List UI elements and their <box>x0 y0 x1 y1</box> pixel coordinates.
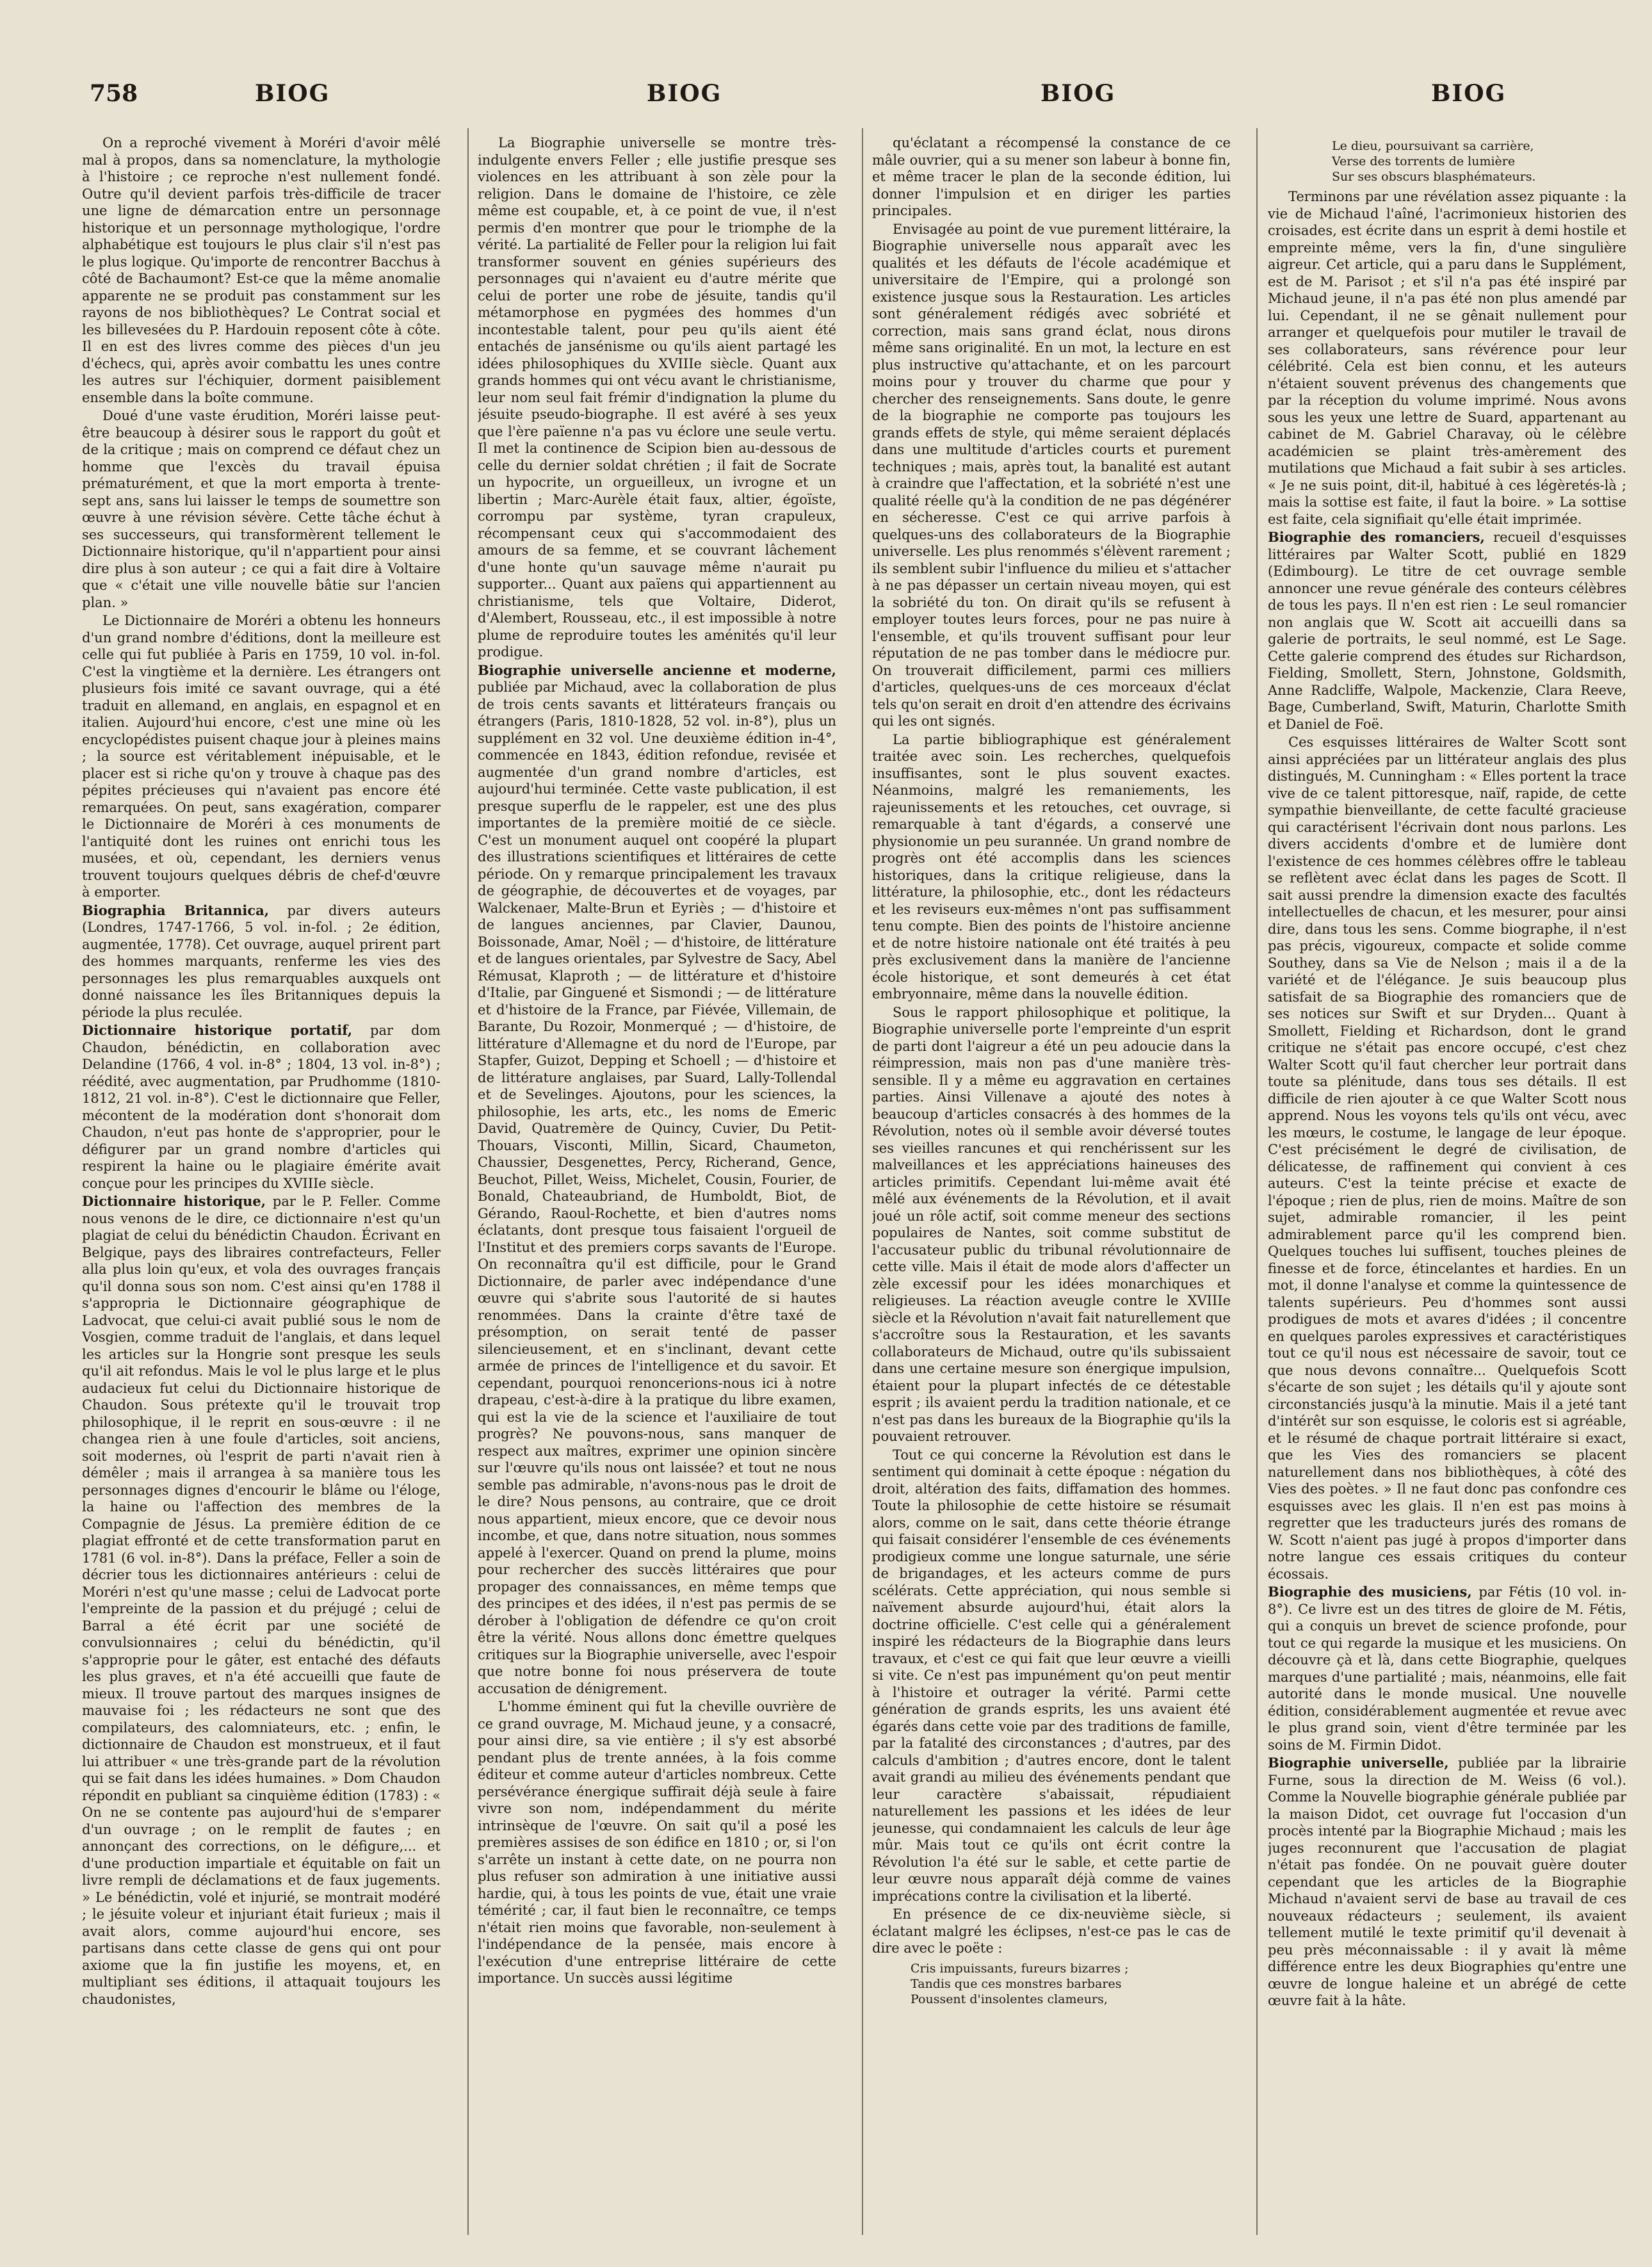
paragraph: qu'éclatant a récompensé la constance de ce mâle ouvrier, qui a su mener son labeur à bonne fin, et même tracer le plan de la seconde édition, lui donner l'impulsion et en diriger les parties principales. <box>872 135 1231 218</box>
verse-line: Cris impuissants, fureurs bizarres ; <box>911 1961 1129 1976</box>
entry-body: publiée par Michaud, avec la collaboration de plus de trois cents savants et littérateurs français ou étrangers (Paris, 1810-1828, 52 vol. in-8°), plus un supplément en 32 vol. Une deuxième édition in-4°, commencée en 1843, édition refondue, revisée et augmentée d'un grand nombre d'articles, est aujourd'hui terminée. Cette vaste publication, il est presque superflu de le rappeler, est une des plus importantes de la première moitié de ce siècle. C'est un monument auquel ont coopéré la plupart des illustrations scientifiques et littéraires de cette période. On y remarque principalement les travaux de géographie, de découvertes et de voyages, par Walckenaer, Malte-Brun et Eyriès ; — d'histoire et de langues anciennes, par Clavier, Daunou, Boissonade, Amar, Noël ; — d'histoire, de littérature et de langues orientales, par Sylvestre de Sacy, Abel Rémusat, Klaproth ; — de littérature et d'histoire d'Italie, par Ginguené et Sismondi ; — de littérature et d'histoire de la France, par Fiévée, Villemain, de Barante, Du Rozoir, Monmerqué ; — d'histoire, de littérature d'Allemagne et du nord de l'Europe, par Stapfer, Guizot, Depping et Schoell ; — d'histoire et de littérature anglaises, par Suard, Lally-Tollendal et de Sevelinges. Ajoutons, pour les sciences, la philosophie, les arts, etc., les noms de Emeric David, Quatremère de Quincy, Cuvier, Du Petit-Thouars, Visconti, Millin, Sicard, Chaumeton, Chaussier, Desgenettes, Percy, Richerand, Gence, Beuchot, Pillet, Weiss, Michelet, Cousin, Fourier, de Bonald, Chateaubriand, de Humboldt, Biot, de Gérando, Raoul-Rochette, et bien d'autres noms éclatants, dont presque tous faisaient l'orgueil de l'Institut et des premiers corps savants de l'Europe. On reconnaîtra qu'il est difficile, pour le Grand Dictionnaire, de parler avec indépendance d'une œuvre qui s'abrite sous l'autorité de si hautes renommées. Dans la crainte d'être taxé de présomption, on serait tenté de passer silencieusement, et en s'inclinant, devant cette armée de princes de l'intelligence et du savoir. Et cependant, pourquoi renoncerions-nous ici à notre drapeau, c'est-à-dire à la pratique du libre examen, qui est la vie de la science et l'auxiliaire de tout progrès? Ne pouvons-nous, sans manquer de respect aux maîtres, exprimer une opinion sincère sur l'œuvre qu'ils nous ont laissée? et tout ne nous semble pas admirable, n'avons-nous pas le droit de le dire? Nous pensons, au contraire, que ce droit nous appartient, mieux encore, que ce devoir nous incombe, et que, dans notre situation, nous sommes appelé à l'exercer. Quand on prend la plume, moins pour rechercher des succès littéraires que pour propager des connaissances, en même temps que des principes et des idées, il n'est pas permis de se dérober à l'obligation de défendre ce qu'on croit être la vérité. Nous allons donc émettre quelques critiques sur la Biographie universelle, avec l'espoir que notre bonne foi nous préservera de toute accusation de dénigrement. <box>478 679 836 1696</box>
paragraph: Sous le rapport philosophique et politique, la Biographie universelle porte l'empreinte d'un esprit de parti dont l'aigreur a été un peu adoucie dans la réimpression, mais non pas d'une manière très-sensible. Il y a même eu aggravation en certaines parties. Ainsi Villenave a ajouté des notes à beaucoup d'articles consacrés à des hommes de la Révolution, notes où il semble avoir déversé toutes ses vieilles rancunes et qui renchérissent sur les malveillances et les appréciations haineuses des articles primitifs. Cependant lui-même avait été mêlé aux événements de la Révolution, et il avait joué un rôle actif, soit comme meneur des sections populaires de Nantes, soit comme substitut de l'accusateur public du tribunal révolutionnaire de cette ville. Mais il était de mode alors d'affecter un zèle excessif pour les idées monarchiques et religieuses. La réaction aveugle contre le XVIIIe siècle et la Révolution n'avait fait naturellement que s'accroître sous la Restauration, et les savants collaborateurs de Michaud, outre qu'ils subissaient dans une certaine mesure son énergique impulsion, étaient pour la plupart infectés de ce détestable esprit ; ils avaient perdu la tradition nationale, et ce n'est pas dans les bureaux de la Biographie qu'ils la pouvaient retrouver. <box>872 1004 1231 1444</box>
entry-headword: Biographie des musiciens, <box>1268 1584 1472 1600</box>
dictionary-entry <box>82 902 441 1021</box>
running-headword: BIOG <box>1431 80 1507 107</box>
entry-body: recueil d'esquisses littéraires par Walter Scott, publié en 1829 (Edimbourg). Le titre de cet ouvrage semble annoncer une revue générale des conteurs célèbres de tous les pays. Il n'en est rien : Le seul romancier non anglais que W. Scott ait accueilli dans sa galerie de portraits, le seul nommé, est Le Sage. Cette galerie comprend des études sur Richardson, Fielding, Smollett, Stern, Johnstone, Goldsmith, Anne Radcliffe, Walpole, Mackenzie, Clara Reeve, Bage, Cumberland, Swift, Maturin, Charlotte Smith et Daniel de Foë. <box>1268 530 1626 732</box>
paragraph: La Biographie universelle se montre très-indulgente envers Feller ; elle justifie presque ses violences en les attribuant à son zèle pour la religion. Dans le domaine de l'histoire, ce zèle même est coupable, et, à ce point de vue, il n'est permis d'en montrer que pour le triomphe de la vérité. La partialité de Feller pour la religion lui fait transformer souvent en génies supérieurs des personnages qui n'avaient eu d'autre mérite que celui de porter une robe de jésuite, tandis qu'il métamorphose en pygmées des hommes d'un incontestable talent, pour peu qu'ils aient été entachés de jansénisme ou qu'ils aient partagé les idées philosophiques du XVIIIe siècle. Quant aux grands hommes qui ont vécu avant le christianisme, leur nom seul fait frémir d'indignation la plume du jésuite pseudo-biographe. Il est avéré à ses yeux que l'ère païenne n'a pas vu éclore une seule vertu. Il met la continence de Scipion bien au-dessous de celle du dernier soldat chrétien ; il fait de Socrate un hypocrite, un orgueilleux, un ivrogne et un libertin ; Marc-Aurèle était faux, altier, égoïste, corrompu par système, tyran crapuleux, récompensant ceux qui s'accommodaient des amours de sa femme, et se couvrant lâchement d'une honte qu'un sauvage même n'aurait pu supporter... Quant aux païens qui appartiennent au christianisme, tels que Voltaire, Diderot, d'Alembert, Rousseau, etc., il est impossible à notre plume de reproduire toutes les aménités qu'il leur prodigue. <box>478 135 836 660</box>
running-headword: BIOG <box>255 80 330 107</box>
text-column-4 <box>1268 134 1626 2241</box>
verse-line: Sur ses obscurs blasphémateurs. <box>1332 170 1536 184</box>
entry-headword: Biographia Britannica, <box>82 902 270 918</box>
column-rule <box>862 128 863 2235</box>
verse-quotation <box>1268 138 1626 184</box>
text-column-3 <box>872 134 1231 2241</box>
paragraph: Tout ce qui concerne la Révolution est dans le sentiment qui dominait à cette époque : négation du droit, altération des faits, diffamation des hommes. Toute la philosophie de cette histoire se résumait alors, comme on le sait, dans cette théorie étrange qui faisait considérer l'ensemble de ces événements prodigieux comme une longue saturnale, une série de brigandages, et les acteurs comme de purs scélérats. Cette appréciation, qui nous semble si naïvement absurde aujourd'hui, était alors la doctrine officielle. C'est celle qui a généralement inspiré les rédacteurs de la Biographie dans leurs travaux, et c'est ce qui fait que leur œuvre a vieilli si vite. Ce n'est pas impunément qu'on peut mentir à l'histoire et outrager la vérité. Parmi cette génération de grands esprits, les uns avaient été égarés dans cette voie par des traditions de famille, par la fatalité des circonstances ; d'autres, par des calculs d'ambition ; d'autres encore, dont le talent avait grandi au milieu des événements pendant que leur caractère s'abaissait, répudiaient naturellement les passions et les idées de leur jeunesse, qui condamnaient les calculs de leur âge mûr. Mais tout ce qu'ils ont écrit contre la Révolution l'a été sur le sable, et cette partie de leur œuvre nous apparaît déjà comme de vaines imprécations contre la civilisation et la liberté. <box>872 1447 1231 1904</box>
paragraph: Envisagée au point de vue purement littéraire, la Biographie universelle nous apparaît avec les qualités et les défauts de l'école académique et universitaire de l'Empire, qui a prolongé son existence jusque sous la Restauration. Les articles sont généralement rédigés avec sobriété et correction, mais sans grand éclat, nous dirons même sans originalité. En un mot, la lecture en est plus instructive qu'attachante, et on les parcourt moins pour y trouver du charme que pour y chercher des renseignements. Sans doute, le genre de la biographie ne comporte pas toujours les grands effets de style, qui même seraient déplacés dans une multitude d'articles courts et purement techniques ; mais, après tout, la banalité est autant à craindre que l'affectation, et la sobriété n'est une qualité réelle qu'à la condition de ne pas dégénérer en sécheresse. C'est ce qui arrive parfois à quelques-uns des collaborateurs de la Biographie universelle. Les plus renommés s'élèvent rarement ; ils semblent subir l'influence du milieu et s'attacher à ne pas dépasser un certain niveau moyen, qui est la sobriété du ton. On dirait qu'ils se refusent à employer toutes leurs forces, pour ne pas nuire à l'ensemble, et qu'ils trouvent suffisant pour leur réputation de ne pas tomber dans le médiocre pur. On trouverait difficilement, parmi ces milliers d'articles, quelques-uns de ces morceaux d'éclat tels qu'on serait en droit d'en attendre des écrivains qui les ont signés. <box>872 221 1231 729</box>
verse-line: Verse des torrents de lumière <box>1332 154 1516 168</box>
entry-headword: Dictionnaire historique, <box>82 1193 266 1209</box>
dictionary-entry <box>478 662 836 1698</box>
verse-quotation <box>872 1961 1231 2007</box>
entry-body: par le P. Feller. Comme nous venons de le dire, ce dictionnaire n'est qu'un plagiat de celui du bénédictin Chaudon. Écrivant en Belgique, pays des libraires contrefacteurs, Feller alla plus loin qu'eux, et vola des ouvrages français qu'il donna sous son nom. C'est ainsi qu'en 1788 il s'appropria le Dictionnaire géographique de Ladvocat, que celui-ci avait publié sous le nom de Vosgien, comme traduit de l'anglais, et dans lequel les articles sur la Hongrie sont presque les seuls qu'il ait refondus. Mais le vol le plus large et le plus audacieux fut celui du Dictionnaire historique de Chaudon. Sous prétexte qu'il le trouvait trop philosophique, il le reprit en sous-œuvre : il ne changea rien à une foule d'articles, soit anciens, soit modernes, où l'esprit de parti n'avait rien à démêler ; mais il arrangea à sa manière tous les personnages dignes d'encourir le blâme ou l'éloge, la haine ou l'affection des membres de la Compagnie de Jésus. La première édition de ce plagiat effronté et de cette transformation parut en 1781 (6 vol. in-8°). Dans la préface, Feller a soin de décrier tous les dictionnaires antérieurs : celui de Moréri n'est qu'une masse ; celui de Ladvocat porte l'empreinte de la passion et du préjugé ; celui de Barral a été écrit par une société de convulsionnaires ; celui du bénédictin, qu'il s'approprie pour le gâter, est entaché des défauts les plus graves, et n'a été accueilli que faute de mieux. Il trouve partout des marques insignes de mauvaise foi ; les rédacteurs ne sont que des compilateurs, des calomniateurs, etc. ; enfin, le dictionnaire de Chaudon est monstrueux, et il faut lui attribuer « une très-grande part de la révolution qui se fait dans les idées humaines. » Dom Chaudon répondit en publiant sa cinquième édition (1783) : « On ne se contente pas aujourd'hui de s'emparer d'un ouvrage ; on le remplit de fautes ; en annonçant des corrections, on le défigure,... et d'une production impartiale et équitable on fait un livre rempli de déclamations et de faux jugements. » Le bénédictin, volé et injurié, se montrait modéré ; le jésuite voleur et injuriant était furieux ; mais il avait alors, comme aujourd'hui encore, ses partisans dans cette classe de gens qui ont pour axiome que la fin justifie les moyens, et, en multipliant ses éditions, il attaquait toujours les chaudonistes, <box>82 1194 441 2007</box>
paragraph: Terminons par une révélation assez piquante : la vie de Michaud l'aîné, l'acrimonieux historien des croisades, est écrite dans un esprit à demi hostile et empreinte même, vers la fin, d'une singulière aigreur. Cet article, qui a paru dans le Supplément, est de M. Parisot ; et s'il n'a pas été inspiré par Michaud jeune, il n'a pas été non plus amendé par lui. Cependant, il ne se gênait nullement pour arranger et quelquefois pour mutiler le travail de ses collaborateurs, sans révérence pour leur célébrité. Cela est bien connu, et les auteurs n'étaient souvent prévenus des changements que par la réception du volume imprimé. Nous avons sous les yeux une lettre de Suard, appartenant au cabinet de M. Gabriel Charavay, où le célèbre académicien se plaint très-amèrement des mutilations que Michaud a fait subir à ses articles. « Je ne suis point, dit-il, habitué à ces légèretés-là ; mais la sottise est faite, il faut la boire. » La sottise est faite, cela signifiait qu'elle était imprimée. <box>1268 189 1626 527</box>
verse-line: Poussent d'insolentes clameurs, <box>911 1992 1108 2006</box>
paragraph: Doué d'une vaste érudition, Moréri laisse peut-être beaucoup à désirer sous le rapport du goût et de la critique ; mais on comprend ce défaut chez un homme que l'excès du travail épuisa prématurément, et que la mort emporta à trente-sept ans, sans lui laisser le temps de soumettre son œuvre à une révision sévère. Cette tâche échut à ses successeurs, qui transformèrent tellement le Dictionnaire historique, qu'il n'appartient pour ainsi dire plus à son auteur ; ce qui a fait dire à Voltaire que « c'était une ville nouvelle bâtie sur l'ancien plan. » <box>82 408 441 610</box>
text-column-2 <box>478 134 836 2241</box>
column-rule <box>467 128 469 2235</box>
verse-line: Le dieu, poursuivant sa carrière, <box>1332 139 1534 153</box>
running-headword: BIOG <box>1041 80 1116 107</box>
dictionary-entry <box>1268 1755 1626 2010</box>
entry-headword: Biographie universelle, <box>1268 1755 1449 1771</box>
page-header <box>0 80 1652 118</box>
verse-line: Tandis que ces monstres barbares <box>911 1976 1122 1991</box>
dictionary-entry <box>82 1022 441 1192</box>
entry-headword: Biographie des romanciers, <box>1268 529 1485 545</box>
dictionary-entry <box>1268 1584 1626 1753</box>
entry-body: par divers auteurs (Londres, 1747-1766, 5 vol. in-fol. ; 2e édition, augmentée, 1778). Cet ouvrage, auquel prirent part des hommes marquants, renferme les vies des personnages les plus remarquables auxquels ont donné naissance les îles Britanniques depuis la période la plus reculée. <box>82 902 441 1020</box>
entry-headword: Dictionnaire historique portatif, <box>82 1022 353 1038</box>
entry-headword: Biographie universelle ancienne et moderne, <box>478 662 836 678</box>
paragraph: On a reproché vivement à Moréri d'avoir mêlé mal à propos, dans sa nomenclature, la mythologie à l'histoire ; ce reproche n'est nullement fondé. Outre qu'il devient parfois très-difficile de tracer une ligne de démarcation entre un personnage historique et un personnage mythologique, l'ordre alphabétique est toujours le plus clair s'il n'est pas le plus logique. Qu'importe de rencontrer Bacchus à côté de Bachaumont? Est-ce que la même anomalie apparente ne se produit pas constamment sur les rayons de nos bibliothèques? Le Contrat social et les billevesées du P. Hardouin reposent côte à côte. Il en est des livres comme des pièces d'un jeu d'échecs, qui, après avoir combattu les unes contre les autres sur l'échiquier, dorment paisiblement ensemble dans la boîte commune. <box>82 135 441 405</box>
entry-body: par Fétis (10 vol. in-8°). Ce livre est un des titres de gloire de M. Fétis, qui a conquis un brevet de science profonde, pour tout ce qui regarde la musique et les musiciens. On découvre çà et là, dans cette Biographie, quelques marques d'une partialité ; mais, néanmoins, elle fait autorité dans le monde musical. Une nouvelle édition, considérablement augmentée et revue avec le plus grand soin, vient d'être terminée par les soins de M. Firmin Didot. <box>1268 1584 1626 1753</box>
entry-body: par dom Chaudon, bénédictin, en collaboration avec Delandine (1766, 4 vol. in-8° ; 1804, 13 vol. in-8°) ; réédité, avec augmentation, par Prudhomme (1810-1812, 21 vol. in-8°). C'est le dictionnaire que Feller, mécontent de la modération dont s'honorait dom Chaudon, n'eut pas honte de s'approprier, pour le défigurer par un grand nombre d'articles qui respirent la haine ou le plagiaire émérite avait conçue pour les principes du XVIIIe siècle. <box>82 1023 441 1191</box>
paragraph: La partie bibliographique est généralement traitée avec soin. Les recherches, quelquefois insuffisantes, sont le plus souvent exactes. Néanmoins, malgré les remaniements, les rajeunissements et les retouches, cet ouvrage, si remarquable à tant d'égards, a conservé une physionomie un peu surannée. Un grand nombre de progrès ont été accomplis dans les sciences historiques, dans la critique religieuse, dans la littérature, la philosophie, etc., dont les rédacteurs et les reviseurs eux-mêmes n'ont pas suffisamment tenu compte. Bien des points de l'histoire ancienne et de notre histoire nationale ont été traités à peu près exclusivement dans la manière de l'ancienne école historique, et sont demeurés à cet état embryonnaire, même dans la nouvelle édition. <box>872 731 1231 1002</box>
running-headword: BIOG <box>647 80 722 107</box>
paragraph: En présence de ce dix-neuvième siècle, si éclatant malgré les éclipses, n'est-ce pas le cas de dire avec le poëte : <box>872 1906 1231 1956</box>
paragraph: L'homme éminent qui fut la cheville ouvrière de ce grand ouvrage, M. Michaud jeune, y a consacré, pour ainsi dire, sa vie entière ; il s'y est absorbé pendant plus de trente années, à la fois comme éditeur et comme auteur d'articles nombreux. Cette persévérance énergique suffirait déjà seule à faire vivre son nom, indépendamment du mérite intrinsèque de l'œuvre. On sait qu'il a posé les premières assises de son édifice en 1810 ; or, si l'on s'arrête un instant à cette date, on ne pourra non plus refuser son admiration à une initiative aussi hardie, qui, à tous les points de vue, était une vraie témérité ; car, il faut bien le reconnaître, ce temps n'était rien moins que favorable, non-seulement à l'indépendance de la pensée, mais encore à l'exécution d'une entreprise littéraire de cette importance. Un succès aussi légitime <box>478 1699 836 1986</box>
dictionary-entry <box>82 1193 441 2008</box>
entry-body: publiée par la librairie Furne, sous la direction de M. Weiss (6 vol.). Comme la Nouvelle biographie générale publiée par la maison Didot, cet ouvrage fut l'occasion d'un procès intenté par la Biographie Michaud ; mais les juges reconnurent que l'accusation de plagiat n'était pas fondée. On ne pouvait guère douter cependant que les articles de la Biographie Michaud n'avaient servi de base au travail de ces nouveaux rédacteurs ; seulement, ils avaient tellement mutilé le texte primitif qu'il devenait à peu près méconnaissable : il y avait là même différence entre les deux Biographies qu'entre une œuvre de longue haleine et un abrégé de cette œuvre fait à la hâte. <box>1268 1755 1626 2008</box>
column-rule <box>1256 128 1258 2235</box>
dictionary-entry <box>1268 529 1626 733</box>
paragraph: Ces esquisses littéraires de Walter Scott sont ainsi appréciées par un littérateur anglais des plus distingués, M. Cunningham : « Elles portent la trace vive de ce talent pittoresque, naïf, rapide, de cette sympathie bienveillante, de cette faculté gracieuse qui caractérisent l'écrivain dont nous parlons. Les divers accidents d'ombre et de lumière dont l'existence de ces hommes célèbres offre le tableau se reflètent avec éclat dans les pages de Scott. Il sait aussi prendre la dimension exacte des facultés intellectuelles de chacun, et les mesurer, pour ainsi dire, dans tous les sens. Comme biographe, il n'est pas précis, vigoureux, compacte et solide comme Southey, dans sa Vie de Nelson ; mais il a de la variété et de l'élégance. Je suis beaucoup plus satisfait de sa Biographie des romanciers que de ses notices sur Swift et sur Dryden... Quant à Smollett, Fielding et Richardson, dont le grand critique ne s'était pas encore occupé, c'est chez Walter Scott qu'il faut chercher leur portrait dans toute sa plénitude, dans tous ses détails. Il est difficile de rien ajouter à ce que Walter Scott nous apprend. Nous les voyons tels qu'ils ont vécu, avec les mœurs, le costume, le langage de leur époque. C'est précisément le degré de civilisation, de délicatesse, de raffinement qui convient à ces auteurs. C'est la teinte précise et exacte de l'époque ; rien de plus, rien de moins. Maître de son sujet, admirable romancier, il les peint admirablement parce qu'il les comprend bien. Quelques touches lui suffisent, touches pleines de finesse et de force, étincelantes et hardies. En un mot, il donne l'analyse et comme la quintessence de talents supérieurs. Peu d'hommes sont aussi prodigues de mots et avares d'idées ; il concentre en quelques paroles expressives et caractéristiques tout ce qu'il nous est nécessaire de savoir, tout ce que nous devons connaître... Quelquefois Scott s'écarte de son sujet ; les détails qu'il y ajoute sont circonstanciés jusqu'à la minutie. Mais il a jeté tant d'intérêt sur son esquisse, le coloris est si agréable, et le résumé de chaque portrait littéraire si exact, que les Vies des romanciers se placent naturellement dans nos bibliothèques, à côté des Vies des poètes. » Il ne faut donc pas confondre ces esquisses avec les glais. Il n'en est pas moins à regretter que les traducteurs jurés des romans de W. Scott n'aient pas jugé à propos d'importer dans notre langue ces essais critiques du conteur écossais. <box>1268 735 1626 1582</box>
paragraph: Le Dictionnaire de Moréri a obtenu les honneurs d'un grand nombre d'éditions, dont la meilleure est celle qui fut publiée à Paris en 1759, 10 vol. in-fol. C'est la vingtième et la dernière. Les étrangers ont plusieurs fois imité ce savant ouvrage, qui a été traduit en allemand, en anglais, en espagnol et en italien. Aujourd'hui encore, c'est une mine où les encyclopédistes puisent chaque jour à pleines mains ; la source est véritablement inépuisable, et le placer est si riche qu'on y trouve à chaque pas des pépites précieuses qui n'avaient pas encore été remarquées. On peut, sans exagération, comparer le Dictionnaire de Moréri à ces monuments de l'antiquité dont les ruines ont enrichi tous les musées, et où, cependant, les derniers venus trouvent toujours quelques débris de chef-d'œuvre à emporter. <box>82 613 441 900</box>
page-number: 758 <box>90 80 138 107</box>
text-column-1 <box>82 134 441 2241</box>
